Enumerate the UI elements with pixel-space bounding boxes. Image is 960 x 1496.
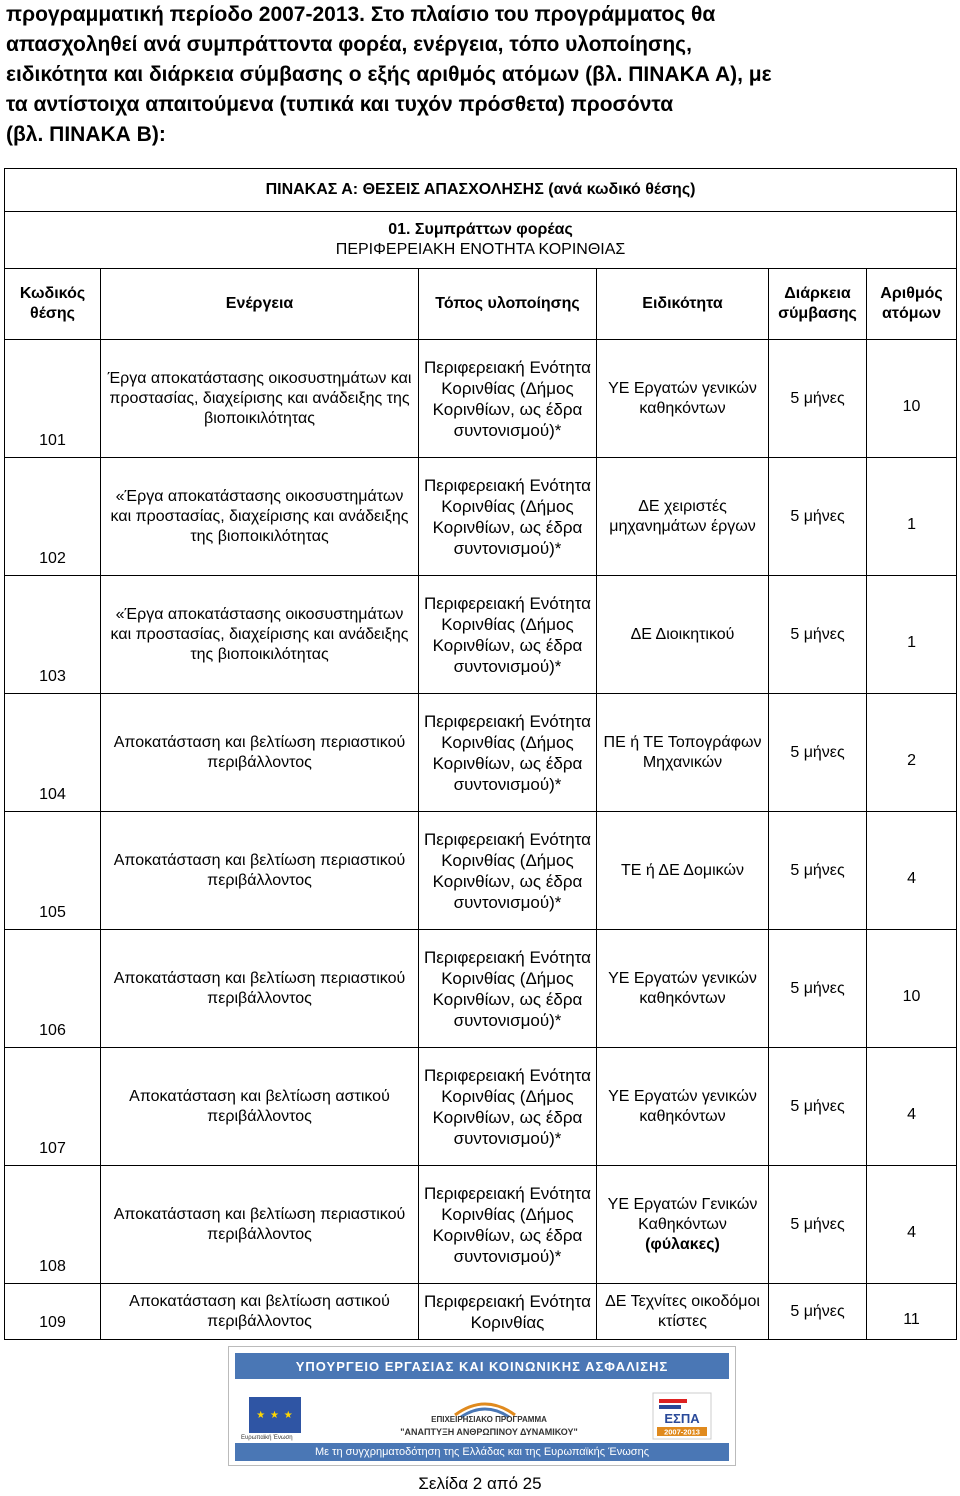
cell-code: 103 [5, 576, 101, 694]
cell-count: 4 [867, 1048, 957, 1166]
cell-location: Περιφερειακή Ενότητα Κορινθίας (Δήμος Κορινθίων, ως έδρα συντονισμού)* [419, 340, 597, 458]
espa-text: ΕΣΠΑ [664, 1411, 700, 1426]
cell-duration: 5 μήνες [769, 576, 867, 694]
cell-location: Περιφερειακή Ενότητα Κορινθίας (Δήμος Κορινθίων, ως έδρα συντονισμού)* [419, 1166, 597, 1284]
cell-location: Περιφερειακή Ενότητα Κορινθίας [419, 1284, 597, 1340]
cell-code: 104 [5, 694, 101, 812]
cell-code: 102 [5, 458, 101, 576]
header-duration: Διάρκεια σύμβασης [769, 269, 867, 340]
header-count: Αριθμός ατόμων [867, 269, 957, 340]
table-title: ΠΙΝΑΚΑΣ Α: ΘΕΣΕΙΣ ΑΠΑΣΧΟΛΗΣΗΣ (ανά κωδικό θέσης) [5, 169, 957, 212]
cell-count: 10 [867, 930, 957, 1048]
cell-location: Περιφερειακή Ενότητα Κορινθίας (Δήμος Κορινθίων, ως έδρα συντονισμού)* [419, 576, 597, 694]
intro-line: προγραμματική περίοδο 2007-2013. Στο πλαίσιο του προγράμματος θα [6, 3, 716, 26]
program-line1: ΕΠΙΧΕΙΡΗΣΙΑΚΟ ΠΡΟΓΡΑΜΜΑ [431, 1415, 547, 1424]
cell-specialty: ΤΕ ή ΔΕ Δομικών [597, 812, 769, 930]
table-row [5, 576, 957, 694]
intro-line: ειδικότητα και διάρκεια σύμβασης ο εξής αριθμός ατόμων (βλ. ΠΙΝΑΚΑ Α), με [6, 63, 772, 86]
cell-specialty: ΠΕ ή ΤΕ Τοπογράφων Μηχανικών [597, 694, 769, 812]
table-subtitle [5, 212, 957, 269]
intro-line: απασχοληθεί ανά συμπράττοντα φορέα, ενέργεια, τόπο υλοποίησης, [6, 33, 692, 56]
cell-duration: 5 μήνες [769, 812, 867, 930]
cell-specialty: ΥΕ Εργατών γενικών καθηκόντων [597, 1048, 769, 1166]
table-row [5, 340, 957, 458]
specialty-text: ΥΕ Εργατών Γενικών Καθηκόντων [607, 1195, 758, 1233]
cell-action: Αποκατάσταση και βελτίωση περιαστικού περιβάλλοντος [101, 930, 419, 1048]
program-banner [228, 1346, 736, 1466]
cell-specialty: ΥΕ Εργατών γενικών καθηκόντων [597, 930, 769, 1048]
ministry-title: ΥΠΟΥΡΓΕΙΟ ΕΡΓΑΣΙΑΣ ΚΑΙ ΚΟΙΝΩΝΙΚΗΣ ΑΣΦΑΛΙΣΗΣ [235, 1353, 729, 1379]
cell-location: Περιφερειακή Ενότητα Κορινθίας (Δήμος Κορινθίων, ως έδρα συντονισμού)* [419, 694, 597, 812]
cell-action: Αποκατάσταση και βελτίωση αστικού περιβάλλοντος [101, 1284, 419, 1340]
cofunding-text: Με τη συγχρηματοδότηση της Ελλάδας και της Ευρωπαϊκής Ένωσης [235, 1443, 729, 1461]
header-specialty: Ειδικότητα [597, 269, 769, 340]
cell-duration: 5 μήνες [769, 340, 867, 458]
cell-specialty: ΔΕ Τεχνίτες οικοδόμοι κτίστες [597, 1284, 769, 1340]
table-row [5, 1284, 957, 1340]
cell-count: 1 [867, 458, 957, 576]
espa-logo-icon [647, 1391, 717, 1441]
table-row [5, 1166, 957, 1284]
cell-count: 2 [867, 694, 957, 812]
cell-duration: 5 μήνες [769, 458, 867, 576]
cell-action: Αποκατάσταση και βελτίωση περιαστικού περιβάλλοντος [101, 694, 419, 812]
header-location: Τόπος υλοποίησης [419, 269, 597, 340]
cell-specialty [597, 1166, 769, 1284]
cell-code: 107 [5, 1048, 101, 1166]
cell-action: «Έργα αποκατάστασης οικοσυστημάτων και προστασίας, διαχείρισης και ανάδειξης της βιοποικιλότητας [101, 458, 419, 576]
cell-count: 10 [867, 340, 957, 458]
cell-action: Αποκατάσταση και βελτίωση περιαστικού περιβάλλοντος [101, 812, 419, 930]
cell-count: 1 [867, 576, 957, 694]
cell-duration: 5 μήνες [769, 1166, 867, 1284]
cell-count: 11 [867, 1284, 957, 1340]
cell-specialty: ΔΕ χειριστές μηχανημάτων έργων [597, 458, 769, 576]
table-row [5, 1048, 957, 1166]
eu-caption: Ευρωπαϊκή Ένωση [241, 1435, 293, 1441]
cell-count: 4 [867, 1166, 957, 1284]
table-row [5, 458, 957, 576]
cell-duration: 5 μήνες [769, 694, 867, 812]
cell-location: Περιφερειακή Ενότητα Κορινθίας (Δήμος Κορινθίων, ως έδρα συντονισμού)* [419, 458, 597, 576]
program-line2: "ΑΝΑΠΤΥΞΗ ΑΝΘΡΩΠΙΝΟΥ ΔΥΝΑΜΙΚΟΥ" [400, 1427, 578, 1437]
cell-action: Έργα αποκατάστασης οικοσυστημάτων και προστασίας, διαχείρισης και ανάδειξης της βιοποικιλότητας [101, 340, 419, 458]
table-row [5, 930, 957, 1048]
subtitle-agency: 01. Συμπράττων φορέας [388, 221, 573, 238]
eu-flag-icon: ★ ★ ★ [249, 1397, 301, 1433]
intro-line: (βλ. ΠΙΝΑΚΑ Β): [6, 123, 166, 146]
table-row [5, 812, 957, 930]
header-code: Κωδικός θέσης [5, 269, 101, 340]
cell-specialty: ΥΕ Εργατών γενικών καθηκόντων [597, 340, 769, 458]
cell-specialty: ΔΕ Διοικητικού [597, 576, 769, 694]
cell-action: «Έργα αποκατάστασης οικοσυστημάτων και προστασίας, διαχείρισης και ανάδειξης της βιοποικιλότητας [101, 576, 419, 694]
positions-table-wrap [4, 168, 956, 1340]
cell-action: Αποκατάσταση και βελτίωση αστικού περιβάλλοντος [101, 1048, 419, 1166]
cell-count: 4 [867, 812, 957, 930]
cell-location: Περιφερειακή Ενότητα Κορινθίας (Δήμος Κορινθίων, ως έδρα συντονισμού)* [419, 812, 597, 930]
cell-duration: 5 μήνες [769, 1048, 867, 1166]
positions-table [4, 168, 957, 1340]
cell-code: 109 [5, 1284, 101, 1340]
page-number: Σελίδα 2 από 25 [418, 1474, 542, 1493]
cell-code: 108 [5, 1166, 101, 1284]
cell-action: Αποκατάσταση και βελτίωση περιαστικού περιβάλλοντος [101, 1166, 419, 1284]
intro-text [6, 0, 954, 150]
cell-duration: 5 μήνες [769, 1284, 867, 1340]
intro-line: τα αντίστοιχα απαιτούμενα (τυπικά και τυχόν πρόσθετα) προσόντα [6, 93, 674, 116]
espa-years: 2007-2013 [664, 1427, 700, 1437]
cell-duration: 5 μήνες [769, 930, 867, 1048]
specialty-extra: (φύλακες) [645, 1235, 720, 1253]
header-action: Ενέργεια [101, 269, 419, 340]
cell-code: 106 [5, 930, 101, 1048]
cell-code: 105 [5, 812, 101, 930]
cell-code: 101 [5, 340, 101, 458]
cell-location: Περιφερειακή Ενότητα Κορινθίας (Δήμος Κορινθίων, ως έδρα συντονισμού)* [419, 930, 597, 1048]
table-row [5, 694, 957, 812]
cell-location: Περιφερειακή Ενότητα Κορινθίας (Δήμος Κορινθίων, ως έδρα συντονισμού)* [419, 1048, 597, 1166]
subtitle-region: ΠΕΡΙΦΕΡΕΙΑΚΗ ΕΝΟΤΗΤΑ ΚΟΡΙΝΘΙΑΣ [335, 241, 626, 258]
